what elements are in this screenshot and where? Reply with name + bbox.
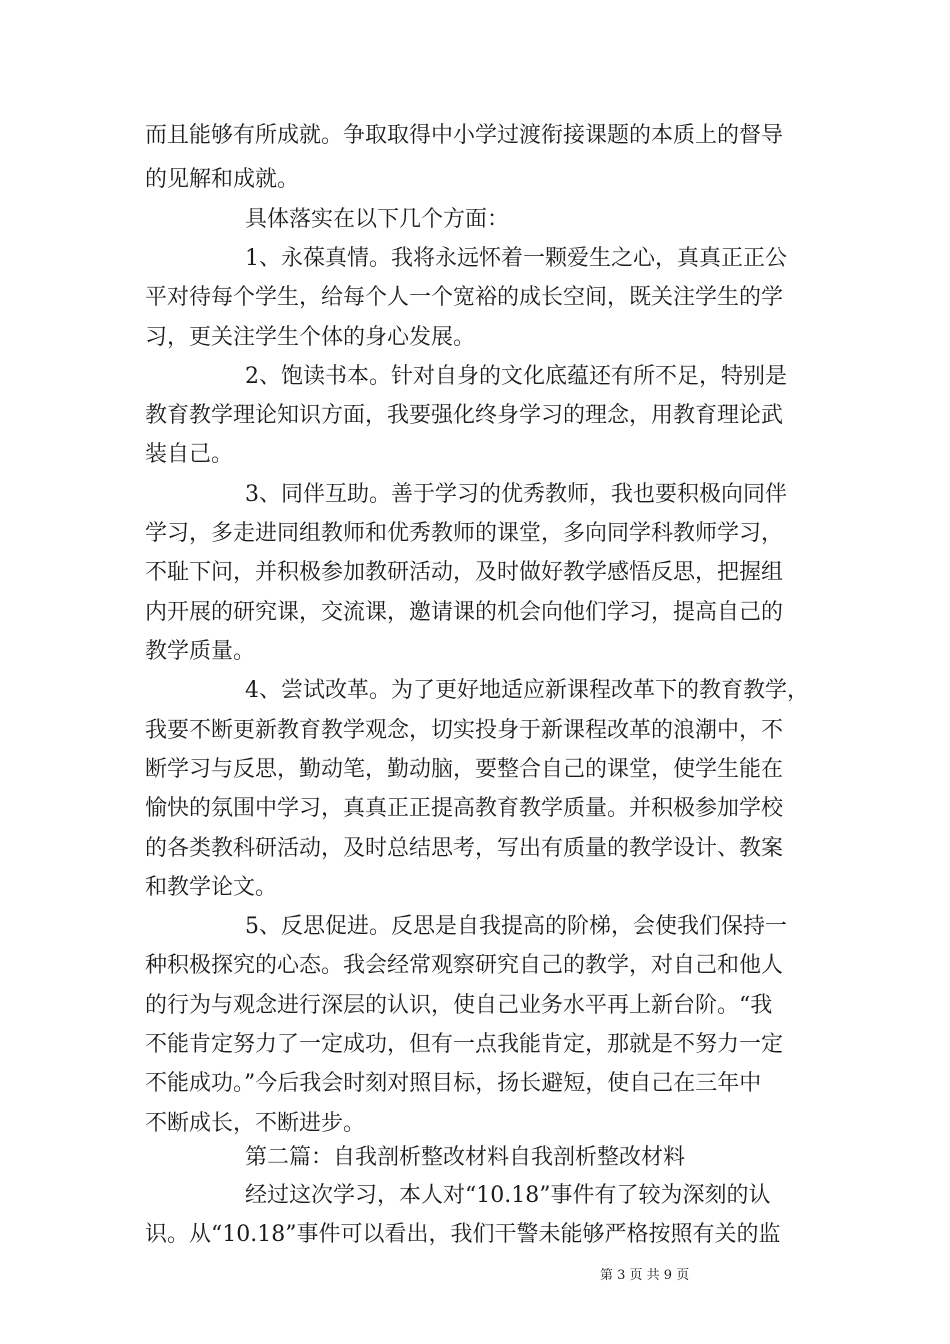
text-line: 而且能够有所成就。争取取得中小学过渡衔接课题的本质上的督导 <box>145 123 784 148</box>
text-line: 教学质量。 <box>145 639 256 664</box>
text-line: 我要不断更新教育教学观念，切实投身于新课程改革的浪潮中，不 <box>145 718 784 743</box>
text-line: 不能肯定努力了一定成功，但有一点我能肯定，那就是不努力一定 <box>145 1032 784 1057</box>
text-line: 教育教学理论知识方面，我要强化终身学习的理念，用教育理论武 <box>145 403 784 428</box>
text-line: 和教学论文。 <box>145 875 278 900</box>
text-line: 的见解和成就。 <box>145 167 300 192</box>
text-line: 4、尝试改革。为了更好地适应新课程改革下的教育教学， <box>245 678 809 703</box>
text-line: 2、饱读书本。针对自身的文化底蕴还有所不足，特别是 <box>245 364 787 389</box>
page-number-footer: 第 3 页 共 9 页 <box>600 1268 690 1283</box>
text-line: 学习，多走进同组教师和优秀教师的课堂，多向同学科教师学习， <box>145 521 784 546</box>
text-line: 不能成功。”今后我会时刻对照目标，扬长避短，使自己在三年中 <box>145 1071 762 1096</box>
section-heading: 第二篇：自我剖析整改材料自我剖析整改材料 <box>245 1145 686 1170</box>
text-line: 内开展的研究课，交流课，邀请课的机会向他们学习，提高自己的 <box>145 600 784 625</box>
text-line: 装自己。 <box>145 442 234 467</box>
text-line: 习，更关注学生个体的身心发展。 <box>145 325 476 350</box>
text-line: 种积极探究的心态。我会经常观察研究自己的教学，对自己和他人 <box>145 953 784 978</box>
text-line: 具体落实在以下几个方面： <box>245 207 510 232</box>
text-line: 平对待每个学生，给每个人一个宽裕的成长空间，既关注学生的学 <box>145 285 784 310</box>
text-line: 3、同伴互助。善于学习的优秀教师，我也要积极向同伴 <box>245 482 787 507</box>
text-line: 经过这次学习，本人对“10.18”事件有了较为深刻的认 <box>245 1183 771 1208</box>
text-line: 5、反思促进。反思是自我提高的阶梯，会使我们保持一 <box>245 914 787 939</box>
text-line: 愉快的氛围中学习，真真正正提高教育教学质量。并积极参加学校 <box>145 796 784 821</box>
text-line: 1、永葆真情。我将永远怀着一颗爱生之心，真真正正公 <box>245 246 787 271</box>
text-line: 不断成长，不断进步。 <box>145 1111 366 1136</box>
text-line: 的各类教科研活动，及时总结思考，写出有质量的教学设计、教案 <box>145 836 784 861</box>
text-line: 识。从“10.18”事件可以看出，我们干警未能够严格按照有关的监 <box>145 1222 781 1247</box>
text-line: 的行为与观念进行深层的认识，使自己业务水平再上新台阶。“我 <box>145 993 773 1018</box>
text-line: 断学习与反思，勤动笔，勤动脑，要整合自己的课堂，使学生能在 <box>145 757 784 782</box>
text-line: 不耻下问，并积极参加教研活动，及时做好教学感悟反思，把握组 <box>145 560 784 585</box>
